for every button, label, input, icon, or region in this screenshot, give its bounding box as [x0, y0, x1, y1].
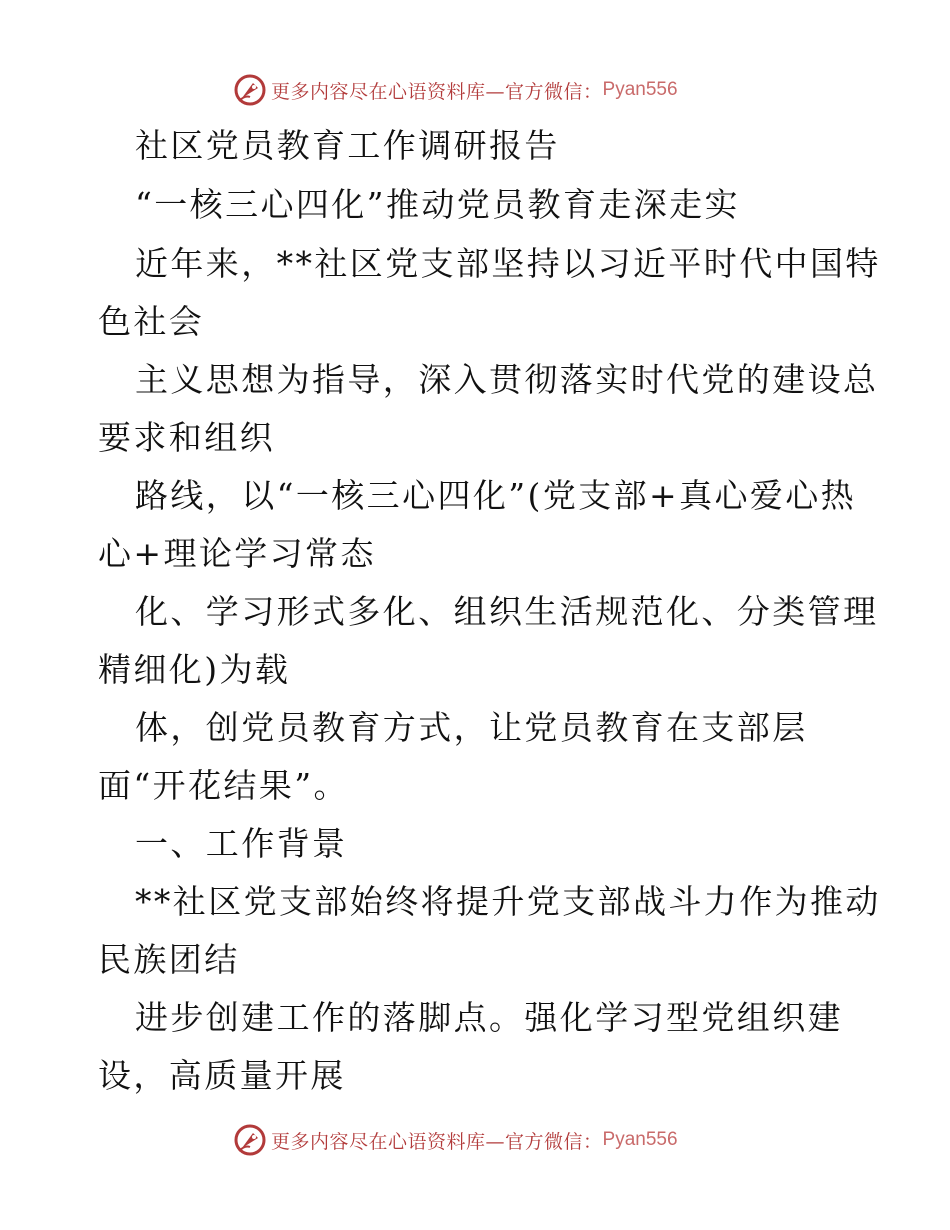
paragraph-line: 化、学习形式多化、组织生活规范化、分类管理 — [135, 592, 879, 631]
paragraph-line: 精细化)为载 — [98, 650, 291, 689]
paragraph-line: 路线，以“一核三心四化”(党支部+真心爱心热 — [135, 476, 857, 515]
paragraph-line: **社区党支部始终将提升党支部战斗力作为推动 — [135, 882, 881, 921]
pen-nib-circle-icon — [233, 1123, 267, 1157]
watermark-brand: Pyan556 — [602, 79, 678, 100]
paragraph-line: 民族团结 — [98, 940, 240, 979]
paragraph-line: 心+理论学习常态 — [98, 534, 376, 573]
paragraph-line: 设，高质量开展 — [98, 1056, 346, 1095]
watermark-text: 更多内容尽在心语资料库—官方微信： — [271, 1130, 603, 1153]
paragraph-line: 色社会 — [98, 302, 205, 341]
paragraph-line: 进步创建工作的落脚点。强化学习型党组织建 — [135, 998, 843, 1037]
header-watermark — [233, 72, 678, 108]
watermark-text: 更多内容尽在心语资料库—官方微信： — [271, 80, 603, 103]
watermark-brand: Pyan556 — [602, 1129, 678, 1150]
section-heading: 一、工作背景 — [135, 824, 348, 863]
pen-nib-circle-icon — [233, 73, 267, 107]
paragraph-line: 体，创党员教育方式，让党员教育在支部层 — [135, 708, 808, 747]
paragraph-line: 要求和组织 — [98, 418, 275, 457]
document-subtitle: “一核三心四化”推动党员教育走深走实 — [135, 185, 740, 224]
paragraph-line: 近年来，**社区党支部坚持以习近平时代中国特 — [135, 244, 881, 283]
paragraph-line: 主义思想为指导，深入贯彻落实时代党的建设总 — [135, 360, 879, 399]
paragraph-line: 面“开花结果”。 — [98, 766, 349, 805]
document-title: 社区党员教育工作调研报告 — [135, 126, 560, 165]
footer-watermark — [233, 1122, 678, 1158]
